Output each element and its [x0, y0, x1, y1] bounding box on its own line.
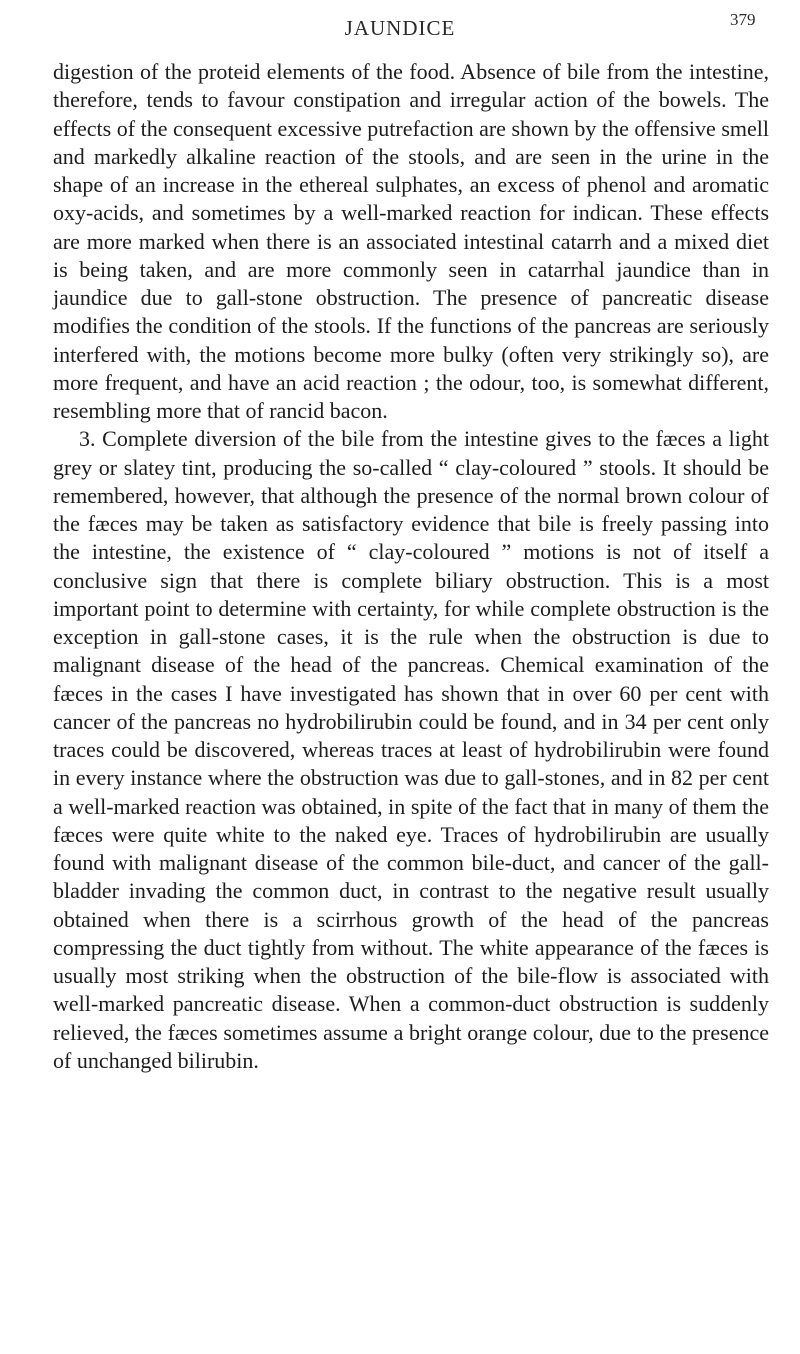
- paragraph-continued: digestion of the proteid elements of the food. Absence of bile from the intestine, therefore, tends to favour constipation and irregular action of the bowels. The effects of the consequent excessive putrefaction are shown by the offensive smell and markedly alkaline reaction of the stools, and are seen in the urine in the shape of an increase in the ethereal sulphates, an excess of phenol and aromatic oxy-acids, and sometimes by a well-marked reaction for indican. These effects are more marked when there is an associated intestinal catarrh and a mixed diet is being taken, and are more commonly seen in catarrhal jaundice than in jaundice due to gall-stone obstruction. The presence of pancreatic disease modifies the condition of the stools. If the functions of the pancreas are seriously interfered with, the motions become more bulky (often very strikingly so), are more frequent, and have an acid reaction ; the odour, too, is somewhat different, resembling more that of rancid bacon.: [53, 59, 769, 423]
- running-title: JAUNDICE: [344, 16, 456, 40]
- page-number: 379: [730, 10, 756, 29]
- paragraph-clay-coloured-stools: 3. Complete diversion of the bile from the intestine gives to the fæces a light grey or slatey tint, producing the so-called “ clay-coloured ” stools. It should be remembered, however, that although the presence of the normal brown colour of the fæces may be taken as satisfactory evidence that bile is freely passing into the intestine, the existence of “ clay-coloured ” motions is not of itself a conclusive sign that there is complete biliary obstruction. This is a most important point to determine with certainty, for while complete obstruction is the exception in gall-stone cases, it is the rule when the obstruction is due to malignant disease of the head of the pancreas. Chemical examination of the fæces in the cases I have investigated has shown that in over 60 per cent with cancer of the pancreas no hydrobilirubin could be found, and in 34 per cent only traces could be discovered, whereas traces at least of hydrobilirubin were found in every instance where the obstruction was due to gall-stones, and in 82 per cent a well-marked reaction was obtained, in spite of the fact that in many of them the fæces were quite white to the naked eye. Traces of hydrobilirubin are usually found with malignant disease of the common bile-duct, and cancer of the gall-bladder invading the common duct, in contrast to the negative result usually obtained when there is a scirrhous growth of the head of the pancreas compressing the duct tightly from without. The white appearance of the fæces is usually most striking when the obstruction of the bile-flow is associated with well-marked pancreatic disease. When a common-duct obstruction is suddenly relieved, the fæces sometimes assume a bright orange colour, due to the presence of unchanged bilirubin.: [53, 426, 769, 1073]
- body-text: [53, 58, 769, 1075]
- running-head: [0, 6, 800, 46]
